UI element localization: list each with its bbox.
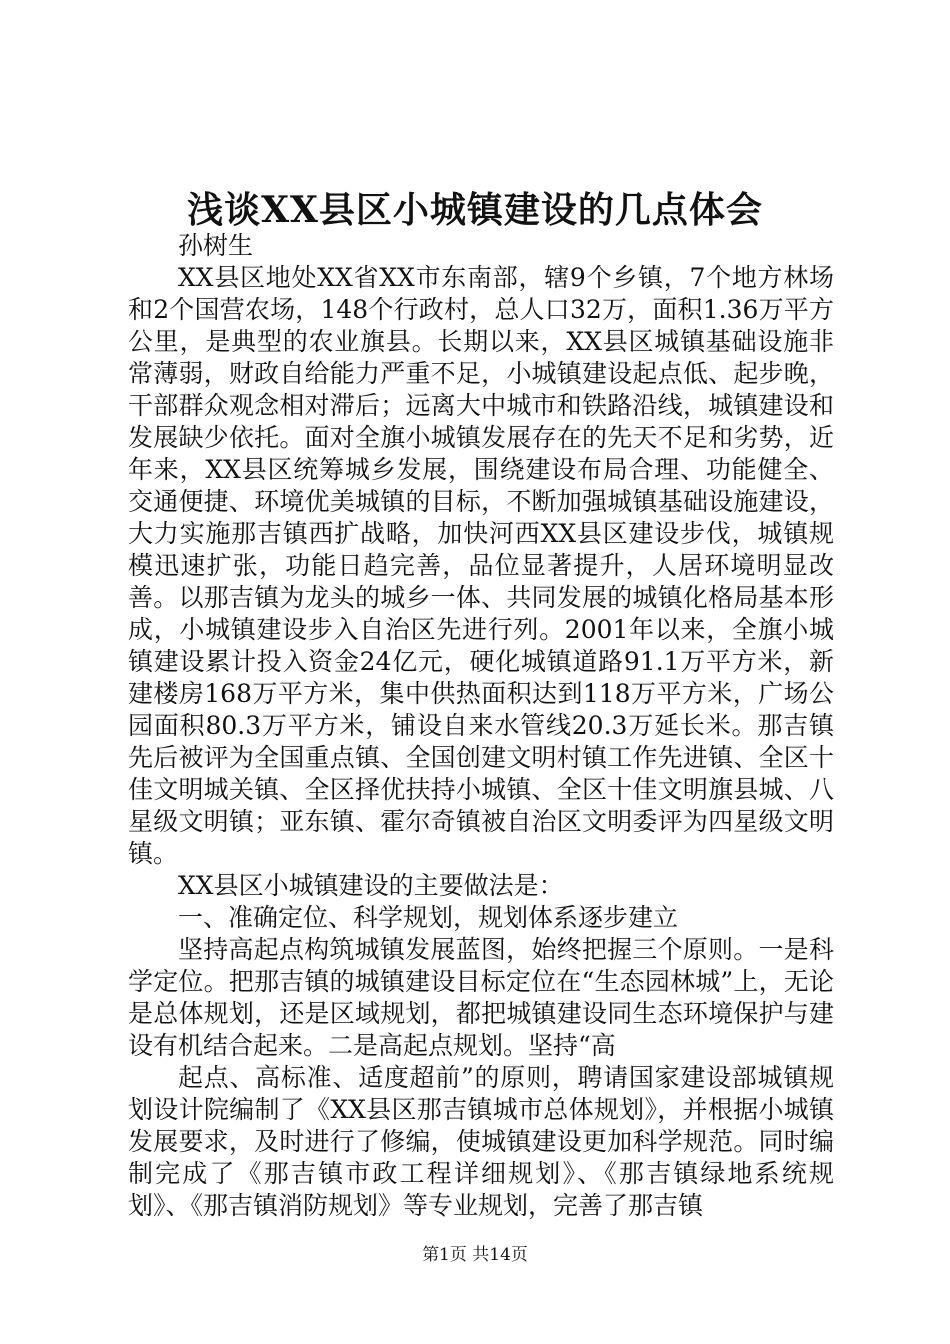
document-body — [128, 230, 834, 1222]
author-line: 孙树生 — [178, 231, 254, 260]
section-heading-1: 一、准确定位、科学规划，规划体系逐步建立 — [178, 903, 679, 932]
body-paragraph-2: XX县区小城镇建设的主要做法是： — [178, 871, 564, 900]
page-footer: 第1页 共14页 — [422, 1245, 528, 1265]
body-paragraph-3: 坚持高起点构筑城镇发展蓝图，始终把握三个原则。一是科学定位。把那吉镇的城镇建设目标定位在“生态园林城”上，无论是总体规划，还是区域规划，都把城镇建设同生态环境保护与建设有机结合起来。二是高起点规划。坚持“高 — [128, 935, 834, 1060]
body-paragraph-1: XX县区地处XX省XX市东南部，辖9个乡镇，7个地方林场和2个国营农场，148个行政村，总人口32万，面积1.36万平方公里，是典型的农业旗县。长期以来，XX县区城镇基础设施非常薄弱，财政自给能力严重不足，小城镇建设起点低、起步晚，干部群众观念相对滞后；远离大中城市和铁路沿线，城镇建设和发展缺少依托。面对全旗小城镇发展存在的先天不足和劣势，近年来，XX县区统筹城乡发展，围绕建设布局合理、功能健全、交通便捷、环境优美城镇的目标，不断加强城镇基础设施建设，大力实施那吉镇西扩战略，加快河西XX县区建设步伐，城镇规模迅速扩张，功能日趋完善，品位显著提升，人居环境明显改善。以那吉镇为龙头的城乡一体、共同发展的城镇化格局基本形成，小城镇建设步入自治区先进行列。2001年以来，全旗小城镇建设累计投入资金24亿元，硬化城镇道路91.1万平方米，新建楼房168万平方米，集中供热面积达到118万平方米，广场公园面积80.3万平方米，铺设自来水管线20.3万延长米。那吉镇先后被评为全国重点镇、全国创建文明村镇工作先进镇、全区十佳文明城关镇、全区择优扶持小城镇、全区十佳文明旗县城、八星级文明镇；亚东镇、霍尔奇镇被自治区文明委评为四星级文明镇。 — [128, 263, 834, 868]
body-paragraph-4: 起点、高标准、适度超前”的原则，聘请国家建设部城镇规划设计院编制了《XX县区那吉镇城市总体规划》，并根据小城镇发展要求，及时进行了修编，使城镇建设更加科学规范。同时编制完成了《那吉镇市政工程详细规划》、《那吉镇绿地系统规划》、《那吉镇消防规划》等专业规划，完善了那吉镇 — [128, 1063, 834, 1220]
document-title: 浅谈XX县区小城镇建设的几点体会 — [187, 189, 763, 231]
